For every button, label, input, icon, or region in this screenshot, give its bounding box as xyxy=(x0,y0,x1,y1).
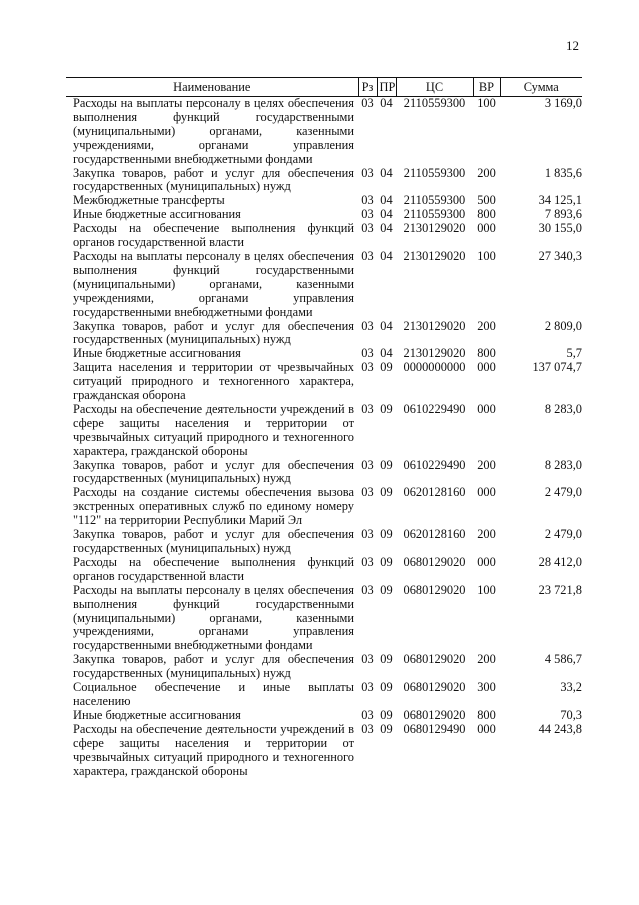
row-name: Расходы на выплаты персоналу в целях обеспечения выполнения функций государственными (муниципальными) органами, казенными учреждениями, органами управления государственными внебюджетными фондами xyxy=(73,248,354,319)
table-row xyxy=(66,556,582,584)
page-number: 12 xyxy=(566,38,579,53)
table-row xyxy=(66,97,582,167)
row-rz: 03 xyxy=(361,485,374,500)
row-name: Расходы на обеспечение деятельности учреждений в сфере защиты населения и территории от чрезвычайных ситуаций природного и техногенного характера, гражданской обороны xyxy=(73,401,354,458)
table-row xyxy=(66,528,582,556)
row-vr: 200 xyxy=(477,318,496,333)
row-sum: 70,3 xyxy=(560,707,582,722)
row-rz: 03 xyxy=(361,96,374,110)
row-rz: 03 xyxy=(361,721,374,736)
row-rz: 03 xyxy=(361,248,374,263)
row-name: Межбюджетные трансферты xyxy=(73,193,225,208)
row-name: Расходы на выплаты персоналу в целях обеспечения выполнения функций государственными (муниципальными) органами, казенными учреждениями, органами управления государственными внебюджетными фондами xyxy=(73,96,354,166)
row-name: Социальное обеспечение и иные выплаты населению xyxy=(73,680,354,708)
row-pr: 04 xyxy=(380,318,393,333)
row-pr: 09 xyxy=(380,652,393,667)
row-sum: 4 586,7 xyxy=(544,652,582,667)
row-vr: 100 xyxy=(477,248,496,263)
row-vr: 000 xyxy=(477,721,496,736)
row-sum: 34 125,1 xyxy=(538,193,582,208)
row-rz: 03 xyxy=(361,165,374,180)
row-name: Иные бюджетные ассигнования xyxy=(73,707,241,722)
row-vr: 000 xyxy=(477,554,496,569)
row-cs: 0610229490 xyxy=(403,401,466,416)
row-rz: 03 xyxy=(361,401,374,416)
table-row xyxy=(66,486,582,528)
row-cs: 2110559300 xyxy=(403,96,466,110)
row-cs: 0620128160 xyxy=(403,527,466,542)
row-name: Закупка товаров, работ и услуг для обеспечения государственных (муниципальных) нужд xyxy=(73,652,354,681)
row-sum: 8 283,0 xyxy=(544,457,582,472)
row-pr: 09 xyxy=(380,457,393,472)
table-row xyxy=(66,222,582,250)
header-vr: ВР xyxy=(473,78,500,97)
row-pr: 09 xyxy=(380,554,393,569)
row-pr: 09 xyxy=(380,485,393,500)
row-pr: 04 xyxy=(380,193,393,208)
row-vr: 800 xyxy=(477,207,496,222)
row-pr: 04 xyxy=(380,221,393,236)
row-cs: 0610229490 xyxy=(403,457,466,472)
table-row xyxy=(66,653,582,681)
row-sum: 2 479,0 xyxy=(544,527,582,542)
row-pr: 09 xyxy=(380,680,393,695)
row-sum: 2 479,0 xyxy=(544,485,582,500)
row-sum: 5,7 xyxy=(566,346,582,361)
row-vr: 800 xyxy=(477,707,496,722)
row-vr: 800 xyxy=(477,346,496,361)
table-row xyxy=(66,709,582,723)
row-rz: 03 xyxy=(361,457,374,472)
row-vr: 200 xyxy=(477,165,496,180)
row-pr: 04 xyxy=(380,248,393,263)
row-rz: 03 xyxy=(361,680,374,695)
row-rz: 03 xyxy=(361,346,374,361)
row-sum: 28 412,0 xyxy=(538,554,582,569)
row-cs: 0680129020 xyxy=(403,582,466,597)
row-vr: 200 xyxy=(477,652,496,667)
table-row xyxy=(66,167,582,195)
row-sum: 33,2 xyxy=(560,680,582,695)
row-vr: 000 xyxy=(477,360,496,375)
row-rz: 03 xyxy=(361,221,374,236)
row-vr: 100 xyxy=(477,582,496,597)
row-name: Закупка товаров, работ и услуг для обеспечения государственных (муниципальных) нужд xyxy=(73,318,354,347)
row-sum: 44 243,8 xyxy=(538,721,582,736)
row-vr: 500 xyxy=(477,193,496,208)
row-sum: 3 169,0 xyxy=(544,96,582,110)
row-rz: 03 xyxy=(361,193,374,208)
table-row xyxy=(66,361,582,403)
row-sum: 1 835,6 xyxy=(544,165,582,180)
row-name: Иные бюджетные ассигнования xyxy=(73,346,241,361)
row-pr: 04 xyxy=(380,346,393,361)
row-sum: 8 283,0 xyxy=(544,401,582,416)
row-vr: 200 xyxy=(477,457,496,472)
row-sum: 7 893,6 xyxy=(544,207,582,222)
table-row xyxy=(66,208,582,222)
row-cs: 2130129020 xyxy=(403,248,466,263)
row-cs: 2130129020 xyxy=(403,346,466,361)
row-sum: 137 074,7 xyxy=(532,360,582,375)
row-cs: 2130129020 xyxy=(403,318,466,333)
table-header-row xyxy=(66,78,582,97)
row-name: Расходы на обеспечение выполнения функций органов государственной власти xyxy=(73,221,354,250)
row-cs: 2110559300 xyxy=(403,193,466,208)
row-vr: 000 xyxy=(477,485,496,500)
row-rz: 03 xyxy=(361,360,374,375)
row-vr: 000 xyxy=(477,401,496,416)
row-pr: 04 xyxy=(380,165,393,180)
table-row xyxy=(66,250,582,320)
row-sum: 27 340,3 xyxy=(538,248,582,263)
row-pr: 09 xyxy=(380,721,393,736)
row-pr: 09 xyxy=(380,582,393,597)
row-cs: 2110559300 xyxy=(403,165,466,180)
table-row xyxy=(66,347,582,361)
header-name: Наименование xyxy=(66,78,358,97)
header-cs: ЦС xyxy=(396,78,473,97)
table-row xyxy=(66,681,582,709)
row-rz: 03 xyxy=(361,582,374,597)
row-sum: 30 155,0 xyxy=(538,221,582,236)
budget-table xyxy=(66,77,582,778)
row-vr: 300 xyxy=(477,680,496,695)
row-pr: 09 xyxy=(380,707,393,722)
row-name: Закупка товаров, работ и услуг для обеспечения государственных (муниципальных) нужд xyxy=(73,527,354,555)
row-pr: 09 xyxy=(380,527,393,542)
row-sum: 2 809,0 xyxy=(544,318,582,333)
row-vr: 000 xyxy=(477,221,496,236)
row-rz: 03 xyxy=(361,652,374,667)
row-name: Расходы на создание системы обеспечения вызова экстренных оперативных служб по единому номеру "112" на территории Республики Марий Эл xyxy=(73,485,354,528)
table-row xyxy=(66,723,582,779)
row-pr: 09 xyxy=(380,401,393,416)
row-pr: 09 xyxy=(380,360,393,375)
row-pr: 04 xyxy=(380,96,393,110)
row-rz: 03 xyxy=(361,554,374,569)
header-rz: Рз xyxy=(358,78,377,97)
header-pr: ПР xyxy=(377,78,396,97)
row-name: Иные бюджетные ассигнования xyxy=(73,207,241,222)
row-sum: 23 721,8 xyxy=(538,582,582,597)
row-name: Расходы на обеспечение выполнения функций органов государственной власти xyxy=(73,554,354,583)
row-rz: 03 xyxy=(361,318,374,333)
row-rz: 03 xyxy=(361,707,374,722)
table-row xyxy=(66,194,582,208)
row-name: Закупка товаров, работ и услуг для обеспечения государственных (муниципальных) нужд xyxy=(73,457,354,486)
table-row xyxy=(66,459,582,487)
row-cs: 0680129020 xyxy=(403,652,466,667)
row-cs: 0680129020 xyxy=(403,707,466,722)
table-row xyxy=(66,584,582,654)
row-vr: 100 xyxy=(477,96,496,110)
row-cs: 0680129020 xyxy=(403,680,466,695)
row-rz: 03 xyxy=(361,207,374,222)
row-name: Защита населения и территории от чрезвычайных ситуаций природного и техногенного характера, гражданская оборона xyxy=(73,360,354,403)
row-cs: 0680129490 xyxy=(403,721,466,736)
row-vr: 200 xyxy=(477,527,496,542)
table-row xyxy=(66,403,582,459)
row-rz: 03 xyxy=(361,527,374,542)
header-sum: Сумма xyxy=(500,78,582,97)
row-name: Расходы на обеспечение деятельности учреждений в сфере защиты населения и территории от чрезвычайных ситуаций природного и техногенного характера, гражданской обороны xyxy=(73,721,354,778)
row-name: Закупка товаров, работ и услуг для обеспечения государственных (муниципальных) нужд xyxy=(73,165,354,194)
row-pr: 04 xyxy=(380,207,393,222)
row-cs: 0680129020 xyxy=(403,554,466,569)
row-cs: 0620128160 xyxy=(403,485,466,500)
row-cs: 2130129020 xyxy=(403,221,466,236)
row-name: Расходы на выплаты персоналу в целях обеспечения выполнения функций государственными (муниципальными) органами, казенными учреждениями, органами управления государственными внебюджетными фондами xyxy=(73,582,354,653)
row-cs: 0000000000 xyxy=(403,360,466,375)
row-cs: 2110559300 xyxy=(403,207,466,222)
table-row xyxy=(66,320,582,348)
